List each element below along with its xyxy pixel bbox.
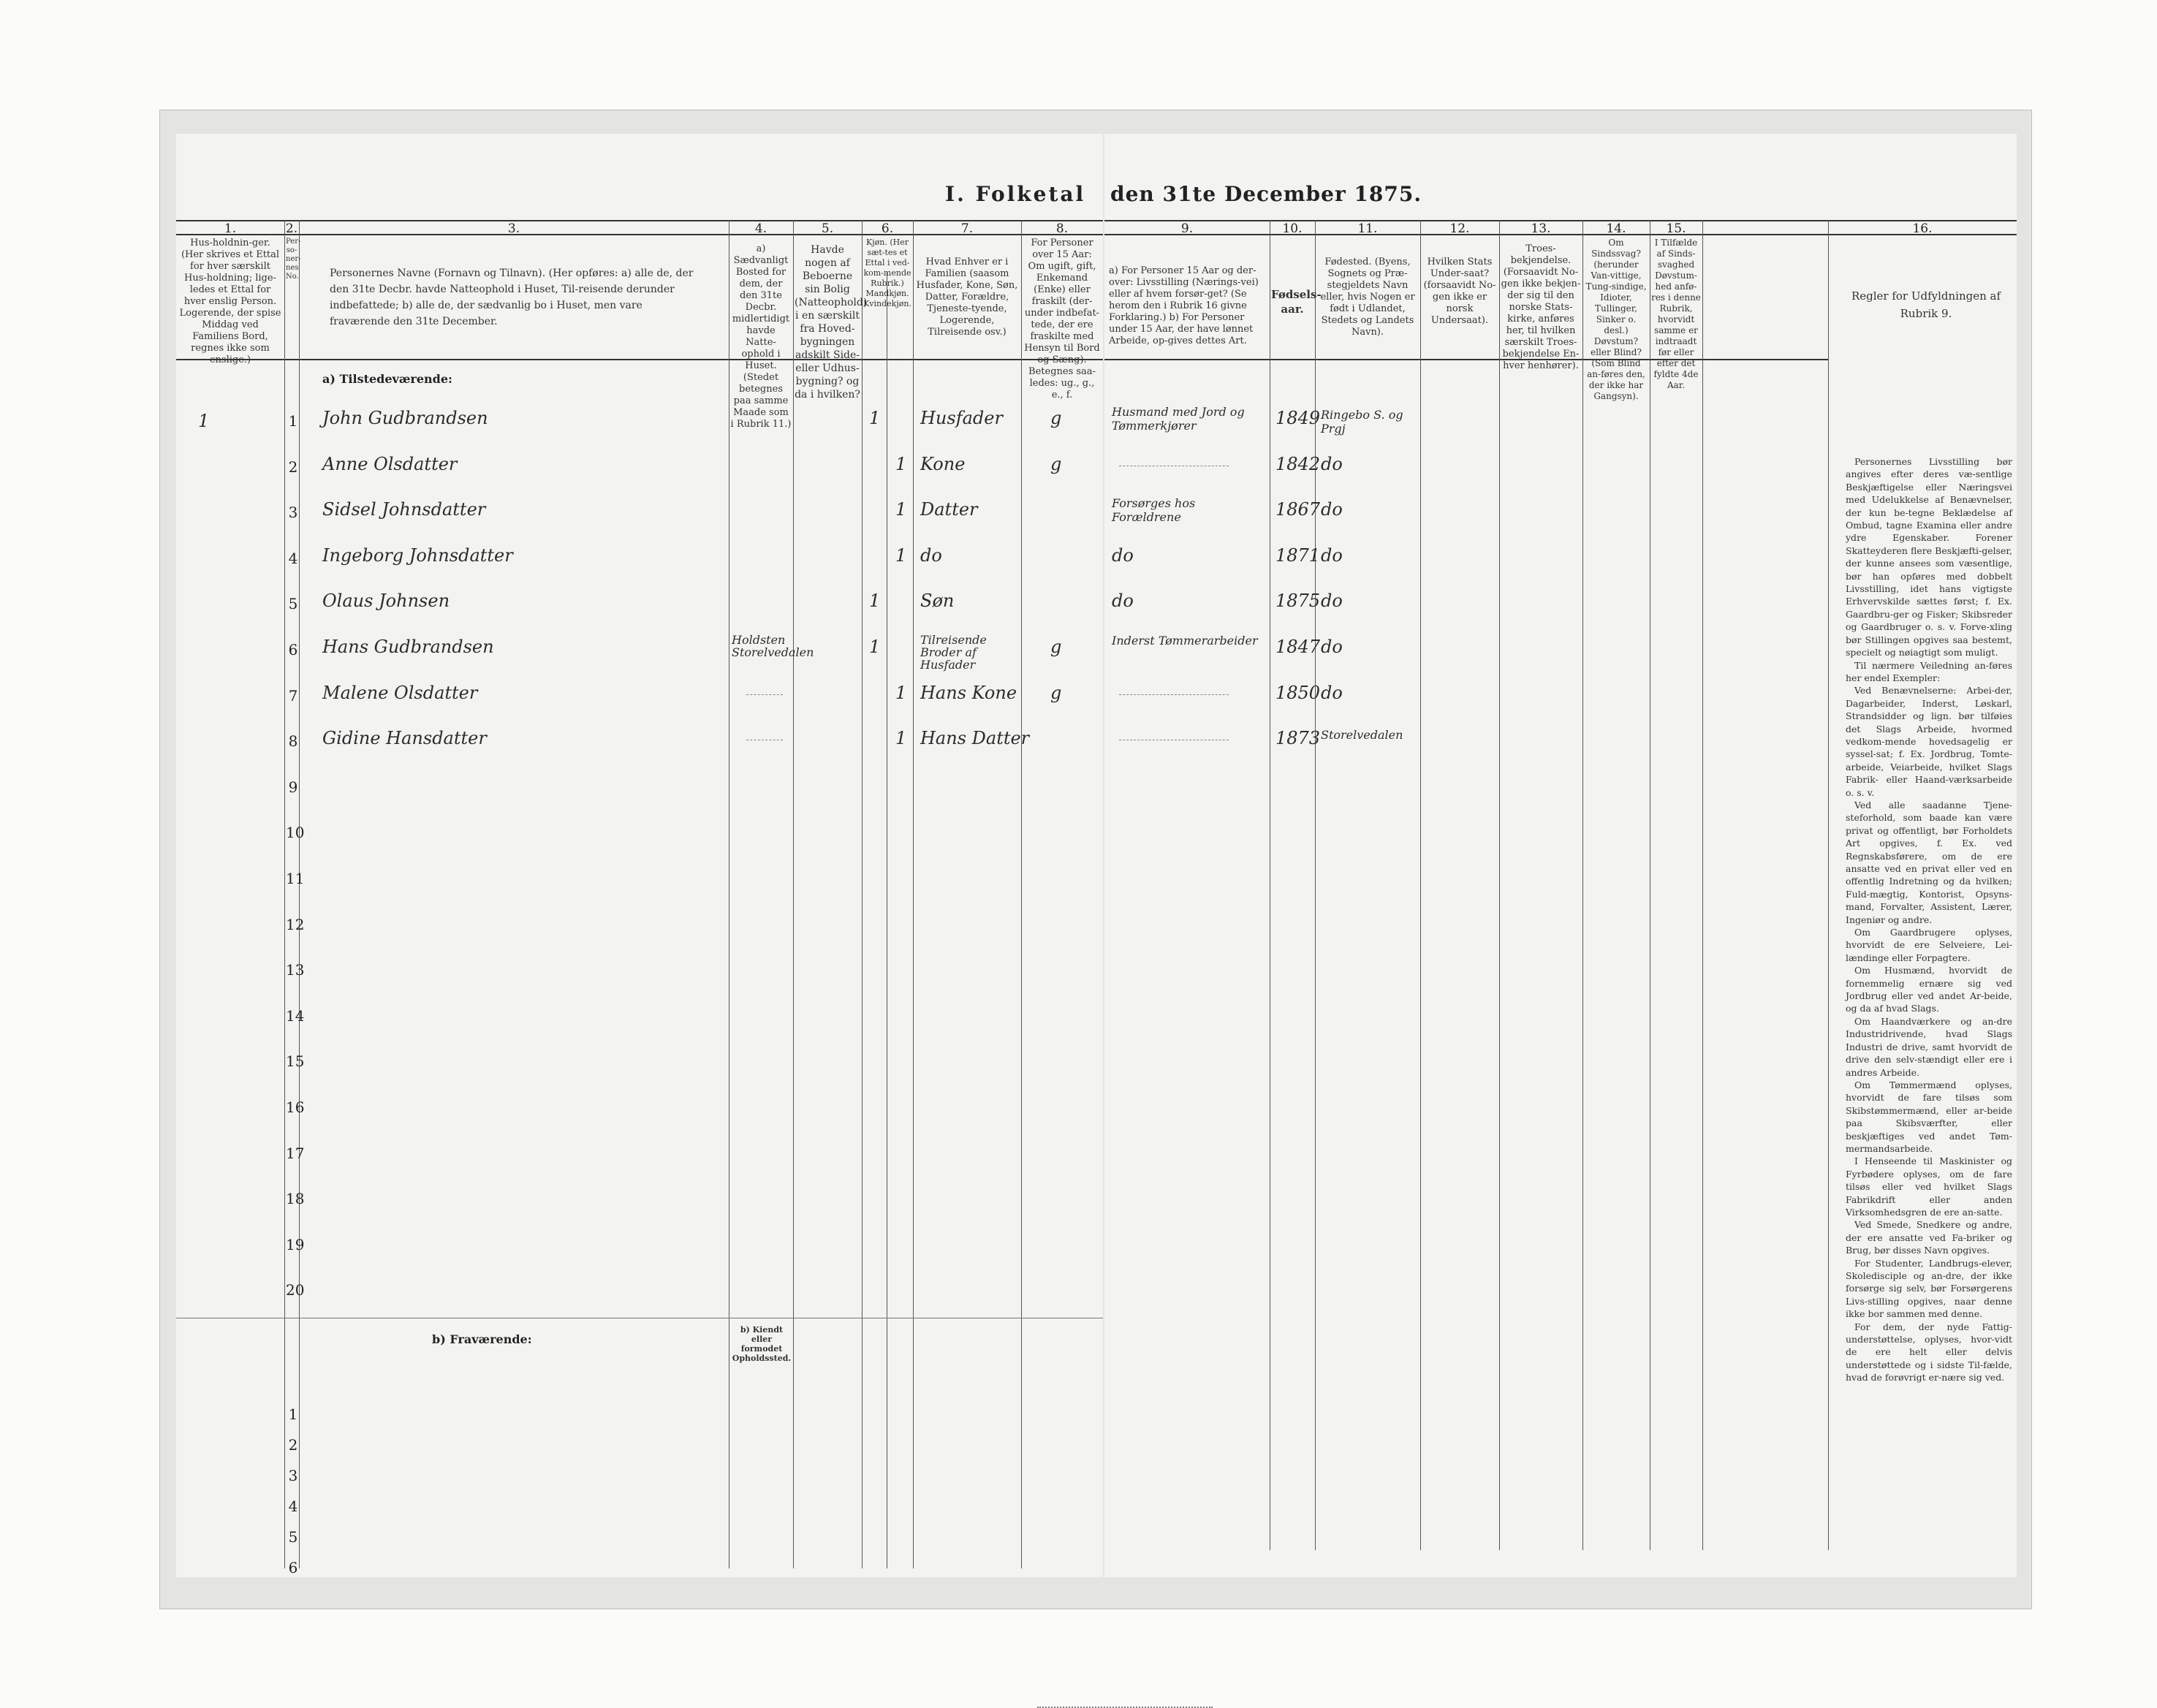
person-name: John Gudbrandsen (322, 408, 488, 428)
rule-paragraph: I Henseende til Maskinister og Fyrbødere oplyses, om de fare tilsøs eller ved hvilket Slags Fabrikdrift eller anden Virksomhedsgren de ere an-satte. (1846, 1155, 2012, 1218)
header-bottom-rule (176, 359, 1103, 360)
col5-number: 5. (821, 221, 834, 236)
col4-header: a) Sædvanligt Bosted for dem, der den 31te Decbr. midlertidigt havde Natte-ophold i Huset. (Stedet betegnes paa samme Maade som i Rubrik 11.) (730, 243, 792, 430)
bottom-scribble (1037, 1696, 1213, 1708)
female-mark: 1 (895, 499, 907, 520)
row-number: 7 (288, 686, 298, 705)
occupation: Inderst Tømmerarbeider (1112, 634, 1258, 648)
person-name: Gidine Hansdatter (322, 728, 487, 749)
col7-number: 7. (960, 221, 974, 236)
person-name: Anne Olsdatter (322, 453, 458, 474)
row-number: 17 (286, 1144, 305, 1162)
civil-status: g (1050, 682, 1062, 703)
rule-paragraph: Om Husmænd, hvorvidt de fornemmelig ernære sig ved Jordbrug eller ved andet Ar-beide, og da af hvad Slags. (1846, 965, 2012, 1014)
male-mark: 1 (869, 591, 881, 612)
birth-year: 1873 (1275, 728, 1321, 749)
r-header-bottom-rule (1104, 359, 1828, 360)
family-role: Datter (920, 499, 978, 520)
row-number: 5 (288, 595, 298, 613)
col4-number: 4. (754, 221, 767, 236)
rule-paragraph: For dem, der nyde Fattig-understøttelse, oplyses, hvor-vidt de ere helt eller delvis understøttede og i sidste Til-fælde, hvad de forøvrigt er-nære sig ved. (1846, 1321, 2012, 1384)
section-present-label: a) Tilstedeværende: (322, 372, 452, 386)
r-col-divider-4 (1499, 220, 1500, 1550)
absent-row-number: 5 (288, 1528, 298, 1546)
col8-header: For Personer over 15 Aar: Om ugift, gift, Enkemand (Enke) eller fraskilt (der-under indbefat-tede, der ere fraskilte med Hensyn til Bord og Sæng). Betegnes saa-ledes: ug., g., e., f. (1024, 238, 1100, 401)
civil-status: g (1050, 637, 1062, 657)
birth-year: 1875 (1275, 591, 1321, 612)
row-number: 12 (286, 915, 305, 933)
section-absent-label: b) Fraværende: (432, 1332, 532, 1346)
person-name: Sidsel Johnsdatter (322, 499, 486, 520)
r-col-divider-8 (1828, 220, 1829, 1550)
col14-number: 14. (1606, 221, 1626, 236)
family-role: do (920, 544, 942, 566)
row-number: 4 (288, 549, 298, 567)
r-col-divider-5 (1582, 220, 1583, 1550)
birthplace: Storelvedalen (1321, 728, 1403, 743)
row-number: 14 (286, 1006, 305, 1025)
col10-number: 10. (1282, 221, 1303, 236)
absent-row-number: 2 (288, 1436, 298, 1454)
col15-header: I Tilfælde af Sinds-svaghed Døvstum-hed anfø-res i denne Rubrik, hvorvidt samme er indtraadt før eller efter det fyldte 4de Aar. (1651, 238, 1701, 390)
civil-status: g (1050, 408, 1062, 428)
absent-row-number: 3 (288, 1467, 298, 1484)
birthplace: do (1321, 682, 1343, 703)
col1-header: Hus-holdnin-ger. (Her skrives et Ettal for hver særskilt Hus-holdning; lige-ledes et Ettal for hver enslig Person. Logerende, der spise Middag ved Familiens Bord, regnes ikke som enslige.) (179, 238, 281, 365)
rule-paragraph: For Studenter, Landbrugs-elever, Skoledisciple og an-dre, der ikke forsørge sig selv, bør Forsørgerens Livs-stilling opgives, naar denne ikke bor sammen med denne. (1846, 1257, 2012, 1320)
birth-year: 1849 (1275, 408, 1321, 428)
rule-paragraph: Til nærmere Veiledning an-føres her endel Exempler: (1846, 659, 2012, 683)
absent-row-number: 4 (288, 1498, 298, 1515)
birthplace: do (1321, 637, 1343, 657)
col-divider-6 (913, 220, 914, 1568)
ditto-dash (746, 694, 783, 695)
row-number: 20 (286, 1281, 305, 1299)
male-mark: 1 (869, 408, 881, 428)
birthplace: do (1321, 544, 1343, 566)
female-mark: 1 (895, 453, 907, 474)
birthplace: do (1321, 591, 1343, 612)
right-page (1104, 134, 2017, 1577)
rule-paragraph: Om Tømmermænd oplyses, hvorvidt de fare tilsøs som Skibstømmermænd, eller ar-beide paa Skibsværfter, eller beskjæftiges ved andet Tøm-mermandsarbeide. (1846, 1079, 2012, 1154)
title-left: I. Folketal (945, 182, 1086, 206)
absent-row-number: 1 (288, 1405, 298, 1423)
row-number: 3 (288, 504, 298, 522)
female-mark: 1 (895, 544, 907, 566)
col5-header: Havde nogen af Beboerne sin Bolig (Natteophold) i en særskilt fra Hoved-bygningen adskilt Side-eller Udhus-bygning? og da i hvilken? (795, 244, 868, 401)
row-number: 1 (288, 412, 298, 430)
row-number: 2 (288, 458, 298, 476)
row-number: 6 (288, 641, 298, 658)
row-number: 16 (286, 1098, 305, 1116)
birthplace: do (1321, 453, 1343, 474)
col7-header: Hvad Enhver er i Familien (saasom Husfader, Kone, Søn, Datter, Forældre, Tjeneste-tyende, Logerende, Tilreisende osv.) (916, 257, 1018, 338)
person-name: Olaus Johnsen (322, 591, 450, 612)
scan-sheet (159, 110, 2032, 1609)
occupation: Forsørges hos Forældrene (1112, 496, 1196, 525)
row-number: 19 (286, 1235, 305, 1253)
rule-paragraph: Om Gaardbrugere oplyses, hvorvidt de ere Selveiere, Lei-lændinge eller Forpagtere. (1846, 927, 2012, 963)
col9-number: 9. (1180, 221, 1194, 236)
family-role: Kone (920, 453, 966, 474)
rule-paragraph: Ved Benævnelserne: Arbei-der, Dagarbeider, Inderst, Løskarl, Strandsidder og lign. bør tilføies det Slags Arbeide, hvormed vedkom-mende hovedsagelig er syssel-sat; f. Ex. Jordbrug, Tomte-arbeide, Veiarbeide, hvilket Slags Fabrik- eller Haand-værksarbeide o. s. v. (1846, 685, 2012, 798)
col3-number: 3. (507, 221, 520, 236)
col3-header: Personernes Navne (Fornavn og Tilnavn). (Her opføres: a) alle de, der den 31te Decbr. havde Natteophold i Huset, Til-reisende derunder indbefattede; b) alle de, der sædvanlig bo i Huset, men vare fraværende den 31te December. (330, 267, 694, 327)
birth-year: 1867 (1275, 499, 1321, 520)
col15-number: 15. (1666, 221, 1686, 236)
birth-year: 1842 (1275, 453, 1321, 474)
row-number: 8 (288, 732, 298, 751)
birth-year: 1850 (1275, 682, 1321, 703)
col14-header: Om Sindssvag? (herunder Van-vittige, Tung-sindige, Idioter, Tullinger, Sinker o. desl.) Døvstum? eller Blind? (Som Blind an-føres den, der ikke har Gangsyn). (1585, 238, 1647, 401)
col13-number: 13. (1531, 221, 1551, 236)
birthplace: do (1321, 499, 1343, 520)
birth-year: 1847 (1275, 637, 1321, 657)
col16-header: Regler for Udfyldningen af Rubrik 9. (1851, 289, 2001, 320)
family-role: Husfader (920, 408, 1003, 428)
person-name: Hans Gudbrandsen (322, 637, 494, 657)
col-divider-7 (1021, 220, 1022, 1568)
col-divider-4 (793, 220, 794, 1568)
col8-number: 8. (1055, 221, 1069, 236)
rule-paragraph: Personernes Livsstilling bør angives efter deres væ-sentlige Beskjæftigelse eller Næringsvei med Udelukkelse af Benævnelser, der kun be-tegne Beklædelse af Ombud, tagne Examina eller andre ydre Egenskaber. Forener Skatteyderen flere Beskjæfti-gelser, der kunne ansees som væsentlige, bør han opføres med dobbelt Livsstilling, idet hans vigtigste Erhvervskilde sættes først; f. Ex. Gaardbru-ger og Fisker; Skibsreder og Gaardbruger o. s. v. Forve-xling bør Stillingen opgives saa bestemt, specielt og nøiagtigt som muligt. (1846, 456, 2012, 658)
person-name: Ingeborg Johnsdatter (322, 544, 513, 566)
male-mark: 1 (869, 637, 881, 657)
family-role: Søn (920, 591, 955, 612)
family-role: Hans Kone (920, 682, 1017, 703)
row-number: 11 (286, 870, 305, 887)
family-role: Hans Datter (920, 728, 1030, 749)
row-number: 10 (286, 824, 305, 842)
occupation: do (1112, 591, 1134, 612)
row-number: 13 (286, 961, 305, 979)
col-divider-1 (284, 220, 285, 1568)
r-col-divider-3 (1420, 220, 1421, 1550)
usual-residence: Holdsten Storelvedalen (732, 633, 814, 659)
household-mark: 1 (198, 411, 210, 431)
occupation: Husmand med Jord og Tømmerkjører (1112, 405, 1245, 433)
person-name: Malene Olsdatter (322, 682, 478, 703)
occupation: do (1112, 544, 1134, 566)
col2-number: 2. (285, 221, 298, 236)
rule-paragraph: Ved Smede, Snedkere og andre, der ere ansatte ved Fa-briker og Brug, bør disses Navn opgives. (1846, 1219, 2012, 1256)
col16-number: 16. (1912, 221, 1933, 236)
rule-paragraph: Ved alle saadanne Tjene-steforhold, som baade kan være privat og offentligt, bør Forholdets Art opgives, f. Ex. ved Regnskabsførere, om de ere ansatte ved en privat eller ved en offentlig Indretning og da hvilken; Fuld-mægtig, Kontorist, Opsyns-mand, Forvalter, Assistent, Lærer, Ingeniør og andre. (1846, 799, 2012, 925)
row-number: 9 (288, 778, 298, 796)
civil-status: g (1050, 453, 1062, 474)
female-mark: 1 (895, 728, 907, 749)
col6-header: Kjøn. (Her sæt-tes et Ettal i ved-kom-mende Rubrik.) Mandkjøn. Kvindekjøn. (863, 238, 911, 308)
r-col-divider-7 (1702, 220, 1703, 1550)
ditto-dash (1119, 694, 1229, 695)
birth-year: 1871 (1275, 544, 1321, 566)
col11-header: Fødested. (Byens, Sognets og Præ-stegjeldets Navn eller, hvis Nogen er født i Udlandet, Stedets og Landets Navn). (1320, 257, 1415, 338)
col-divider-5 (862, 220, 863, 1568)
col9-header: a) For Personer 15 Aar og der-over: Livsstilling (Nærings-vei) eller af hvem forsør-get? (Se herom den i Rubrik 16 givne Forklaring.) b) For Personer under 15 Aar, der have lønnet Arbeide, op-gives dettes Art. (1109, 265, 1259, 346)
col2-header: Per-so-ner-nes No. (286, 238, 301, 281)
female-mark: 1 (895, 682, 907, 703)
col11-number: 11. (1357, 221, 1378, 236)
absent-col4-header: b) Kiendt eller formodet Opholdssted. (732, 1325, 792, 1363)
col13-header: Troes-bekjendelse. (Forsaavidt No-gen ikke bekjen-der sig til den norske Stats-kirke, anføres her, til hvilken særskilt Troes-bekjendelse En-hver henhører). (1501, 243, 1581, 371)
col12-number: 12. (1449, 221, 1470, 236)
left-page (176, 134, 1103, 1577)
title-right: den 31te December 1875. (1110, 182, 1422, 206)
row-number: 18 (286, 1190, 305, 1208)
family-role: Tilreisende Broder af Husfader (920, 633, 987, 672)
col10-header: Fødsels-aar. (1271, 288, 1322, 316)
rubrik9-rules (1846, 455, 2012, 1384)
birthplace: Ringebo S. og Prgj (1321, 408, 1403, 436)
col1-number: 1. (224, 221, 237, 236)
rule-paragraph: Om Haandværkere og an-dre Industridrivende, hvad Slags Industri de drive, samt hvorvidt de drive den selv-stændigt eller ere i andres Arbeide. (1846, 1015, 2012, 1078)
absent-row-number: 6 (288, 1559, 298, 1576)
col12-header: Hvilken Stats Under-saat? (forsaavidt No-gen ikke er norsk Undersaat). (1423, 257, 1496, 326)
col6-number: 6. (881, 221, 894, 236)
row-number: 15 (286, 1052, 305, 1071)
